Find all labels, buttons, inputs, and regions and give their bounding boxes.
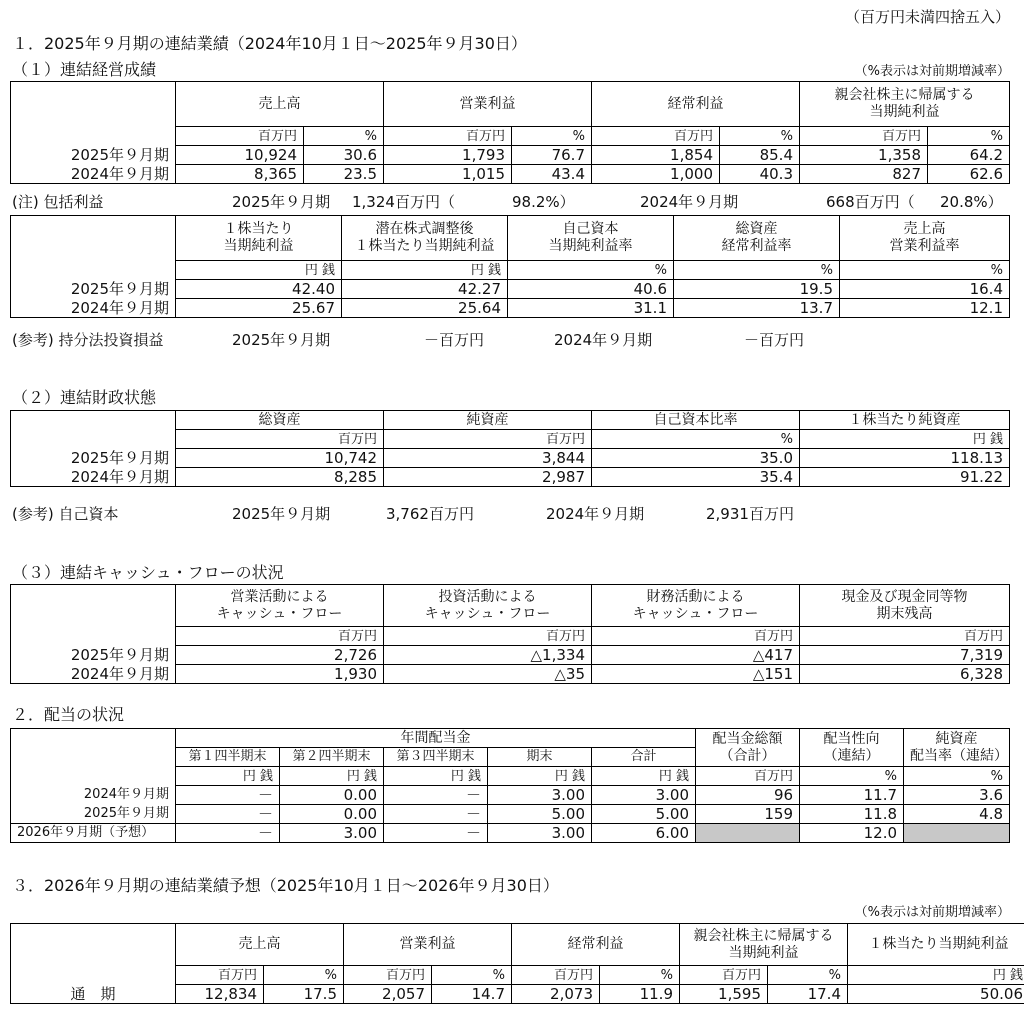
cell: 2,987: [384, 468, 592, 487]
cell: －: [384, 786, 488, 805]
col-header-payout-ratio: 配当性向 （連結）: [800, 729, 904, 767]
blank-header: [11, 748, 176, 767]
shaded-cell: [904, 824, 1010, 843]
col-header-net-income: 親会社株主に帰属する 当期純利益: [800, 82, 1010, 127]
cell: 6,328: [800, 665, 1010, 684]
col-header-total-dividend: 配当金総額 （合計）: [696, 729, 800, 767]
equity-capital-period-1: 2025年９月期: [232, 505, 331, 523]
cell: 85.4: [720, 146, 800, 165]
unit: %: [928, 127, 1010, 146]
cell: 64.2: [928, 146, 1010, 165]
blank-header: [11, 924, 176, 966]
cell: 19.5: [674, 280, 840, 299]
section3-title: ３．2026年９月期の連結業績予想（2025年10月１日～2026年９月30日）: [12, 876, 559, 895]
cell: 42.27: [342, 280, 508, 299]
row-label: 2026年９月期（予想）: [11, 824, 176, 843]
unit: 円 銭: [848, 966, 1024, 985]
section2-title: ２．配当の状況: [12, 705, 125, 724]
row-label: 2024年９月期: [11, 299, 176, 318]
unit: 円 銭: [176, 261, 342, 280]
cell: 159: [696, 805, 800, 824]
cell: 1,793: [384, 146, 512, 165]
cell: 1,854: [592, 146, 720, 165]
cell: 11.7: [800, 786, 904, 805]
cell: 30.6: [304, 146, 384, 165]
col-header-bps: １株当たり純資産: [800, 411, 1010, 430]
col-header-operating-cf: 営業活動による キャッシュ・フロー: [176, 585, 384, 627]
cell: 5.00: [592, 805, 696, 824]
cell: 17.4: [768, 985, 848, 1004]
unit: 円 銭: [488, 767, 592, 786]
cell: 3.00: [488, 786, 592, 805]
subsection1-title: （１）連結経営成績: [12, 60, 157, 79]
subsection3-title: （３）連結キャッシュ・フローの状況: [12, 563, 284, 582]
cell: △35: [384, 665, 592, 684]
cell: －: [176, 805, 280, 824]
col-header-equity-ratio: 自己資本比率: [592, 411, 800, 430]
row-label: 2024年９月期: [11, 468, 176, 487]
cell: 23.5: [304, 165, 384, 184]
row-label: [11, 127, 176, 146]
cell: 2,057: [344, 985, 432, 1004]
unit: %: [600, 966, 680, 985]
col-header-roe: 自己資本 当期純利益率: [508, 216, 674, 261]
col-header-op-income: 営業利益: [344, 924, 512, 966]
unit: %: [800, 767, 904, 786]
cell: 43.4: [512, 165, 592, 184]
cash-flow-table: [10, 584, 1010, 684]
row-label: [11, 627, 176, 646]
cell: △417: [592, 646, 800, 665]
comp-rate-2: 20.8%）: [940, 193, 1003, 211]
equity-value-1: －百万円: [424, 331, 485, 349]
percent-note: （%表示は対前期増減率）: [854, 64, 1010, 79]
cell: 76.7: [512, 146, 592, 165]
col-header-year-end: 期末: [488, 748, 592, 767]
blank-header: [11, 82, 176, 127]
col-header-q3: 第３四半期末: [384, 748, 488, 767]
cell: 12,834: [176, 985, 264, 1004]
col-header-investing-cf: 投資活動による キャッシュ・フロー: [384, 585, 592, 627]
cell: 8,285: [176, 468, 384, 487]
comprehensive-income-label: (注) 包括利益: [12, 193, 104, 211]
unit: 百万円: [176, 966, 264, 985]
col-header-total-assets: 総資産: [176, 411, 384, 430]
comp-value-1: 1,324百万円（: [352, 193, 455, 211]
col-header-ordinary-income: 経常利益: [512, 924, 680, 966]
cell: 13.7: [674, 299, 840, 318]
cell: 25.64: [342, 299, 508, 318]
blank-header: [11, 216, 176, 261]
cell: 0.00: [280, 786, 384, 805]
unit: 円 銭: [384, 767, 488, 786]
cell: 1,000: [592, 165, 720, 184]
col-header-q2: 第２四半期末: [280, 748, 384, 767]
row-label: 2025年９月期: [11, 646, 176, 665]
cell: 1,015: [384, 165, 512, 184]
unit: 百万円: [384, 430, 592, 449]
cell: 35.0: [592, 449, 800, 468]
cell: 16.4: [840, 280, 1010, 299]
unit: 百万円: [800, 127, 928, 146]
blank-header: [11, 585, 176, 627]
cell: 96: [696, 786, 800, 805]
row-label: 2024年９月期: [11, 665, 176, 684]
cell: 2,726: [176, 646, 384, 665]
cell: 1,358: [800, 146, 928, 165]
col-header-doe: 純資産 配当率（連結）: [904, 729, 1010, 767]
equity-value-2: －百万円: [744, 331, 805, 349]
unit: %: [508, 261, 674, 280]
cell: 40.6: [508, 280, 674, 299]
unit: 円 銭: [592, 767, 696, 786]
operating-results-table: [10, 81, 1010, 184]
cell: 40.3: [720, 165, 800, 184]
unit: 円 銭: [280, 767, 384, 786]
cell: 10,742: [176, 449, 384, 468]
row-label: 通 期: [11, 985, 176, 1004]
cell: 10,924: [176, 146, 304, 165]
equity-method-label: (参考) 持分法投資損益: [12, 331, 164, 349]
cell: －: [176, 824, 280, 843]
col-header-sales: 売上高: [176, 82, 384, 127]
row-label: 2025年９月期: [11, 805, 176, 824]
unit: 百万円: [176, 430, 384, 449]
row-label: [11, 966, 176, 985]
cell: 118.13: [800, 449, 1010, 468]
unit: 百万円: [592, 127, 720, 146]
row-label: 2025年９月期: [11, 449, 176, 468]
unit: 百万円: [696, 767, 800, 786]
equity-period-2: 2024年９月期: [554, 331, 653, 349]
cell: 3.00: [280, 824, 384, 843]
unit: 円 銭: [800, 430, 1010, 449]
unit: %: [840, 261, 1010, 280]
rounding-note: （百万円未満四捨五入）: [844, 8, 1010, 26]
equity-capital-label: (参考) 自己資本: [12, 505, 119, 523]
subsection2-title: （２）連結財政状態: [12, 388, 157, 407]
row-label: 2024年９月期: [11, 165, 176, 184]
col-header-op-income: 営業利益: [384, 82, 592, 127]
annual-dividend-header: 年間配当金: [176, 729, 696, 748]
row-label: [11, 261, 176, 280]
unit: %: [304, 127, 384, 146]
unit: 百万円: [800, 627, 1010, 646]
cell: 3,844: [384, 449, 592, 468]
cell: 31.1: [508, 299, 674, 318]
unit: %: [720, 127, 800, 146]
row-label: 2024年９月期: [11, 786, 176, 805]
comp-value-2: 668百万円（: [826, 193, 915, 211]
col-header-sales: 売上高: [176, 924, 344, 966]
col-header-roa: 総資産 経常利益率: [674, 216, 840, 261]
blank-header: [11, 411, 176, 430]
shaded-cell: [696, 824, 800, 843]
unit: %: [264, 966, 344, 985]
unit: %: [674, 261, 840, 280]
row-label: [11, 767, 176, 786]
cell: 11.8: [800, 805, 904, 824]
cell: 6.00: [592, 824, 696, 843]
col-header-q1: 第１四半期末: [176, 748, 280, 767]
cell: 5.00: [488, 805, 592, 824]
unit: 百万円: [512, 966, 600, 985]
col-header-eps: １株当たり 当期純利益: [176, 216, 342, 261]
unit: 百万円: [592, 627, 800, 646]
unit: %: [432, 966, 512, 985]
unit: %: [512, 127, 592, 146]
equity-capital-value-2: 2,931百万円: [706, 505, 794, 523]
col-header-financing-cf: 財務活動による キャッシュ・フロー: [592, 585, 800, 627]
cell: 1,930: [176, 665, 384, 684]
row-label: [11, 430, 176, 449]
comp-period-2: 2024年９月期: [640, 193, 739, 211]
col-header-total: 合計: [592, 748, 696, 767]
equity-capital-period-2: 2024年９月期: [546, 505, 645, 523]
cell: 3.6: [904, 786, 1010, 805]
unit: %: [904, 767, 1010, 786]
unit: 百万円: [680, 966, 768, 985]
financial-position-table: [10, 410, 1010, 487]
unit: 百万円: [384, 127, 512, 146]
cell: 12.0: [800, 824, 904, 843]
cell: 91.22: [800, 468, 1010, 487]
equity-period-1: 2025年９月期: [232, 331, 331, 349]
percent-note-forecast: （%表示は対前期増減率）: [854, 905, 1010, 920]
cell: 11.9: [600, 985, 680, 1004]
cell: 62.6: [928, 165, 1010, 184]
cell: 14.7: [432, 985, 512, 1004]
col-header-eps: １株当たり当期純利益: [848, 924, 1024, 966]
cell: △1,334: [384, 646, 592, 665]
forecast-table: [10, 923, 1024, 1004]
unit: 円 銭: [176, 767, 280, 786]
section1-title: １．2025年９月期の連結業績（2024年10月１日～2025年９月30日）: [12, 34, 527, 53]
unit: %: [768, 966, 848, 985]
cell: 17.5: [264, 985, 344, 1004]
col-header-cash-balance: 現金及び現金同等物 期末残高: [800, 585, 1010, 627]
unit: 百万円: [176, 127, 304, 146]
cell: 1,595: [680, 985, 768, 1004]
per-share-table: [10, 215, 1010, 318]
cell: 42.40: [176, 280, 342, 299]
cell: 35.4: [592, 468, 800, 487]
col-header-net-income: 親会社株主に帰属する 当期純利益: [680, 924, 848, 966]
cell: －: [384, 824, 488, 843]
unit: 百万円: [176, 627, 384, 646]
comp-period-1: 2025年９月期: [232, 193, 331, 211]
comp-rate-1: 98.2%）: [512, 193, 575, 211]
unit: 百万円: [344, 966, 432, 985]
row-label: 2025年９月期: [11, 146, 176, 165]
unit: 百万円: [384, 627, 592, 646]
cell: 2,073: [512, 985, 600, 1004]
cell: 25.67: [176, 299, 342, 318]
col-header-diluted-eps: 潜在株式調整後 １株当たり当期純利益: [342, 216, 508, 261]
cell: －: [176, 786, 280, 805]
cell: 0.00: [280, 805, 384, 824]
col-header-ordinary-income: 経常利益: [592, 82, 800, 127]
cell: 50.06: [848, 985, 1024, 1004]
cell: 7,319: [800, 646, 1010, 665]
cell: －: [384, 805, 488, 824]
unit: 円 銭: [342, 261, 508, 280]
unit: %: [592, 430, 800, 449]
row-label: 2025年９月期: [11, 280, 176, 299]
col-header-net-assets: 純資産: [384, 411, 592, 430]
cell: 12.1: [840, 299, 1010, 318]
cell: 3.00: [488, 824, 592, 843]
cell: 8,365: [176, 165, 304, 184]
cell: 3.00: [592, 786, 696, 805]
cell: 827: [800, 165, 928, 184]
cell: △151: [592, 665, 800, 684]
blank-header: [11, 729, 176, 748]
col-header-op-margin: 売上高 営業利益率: [840, 216, 1010, 261]
equity-capital-value-1: 3,762百万円: [386, 505, 474, 523]
cell: 4.8: [904, 805, 1010, 824]
dividends-table: [10, 728, 1010, 843]
